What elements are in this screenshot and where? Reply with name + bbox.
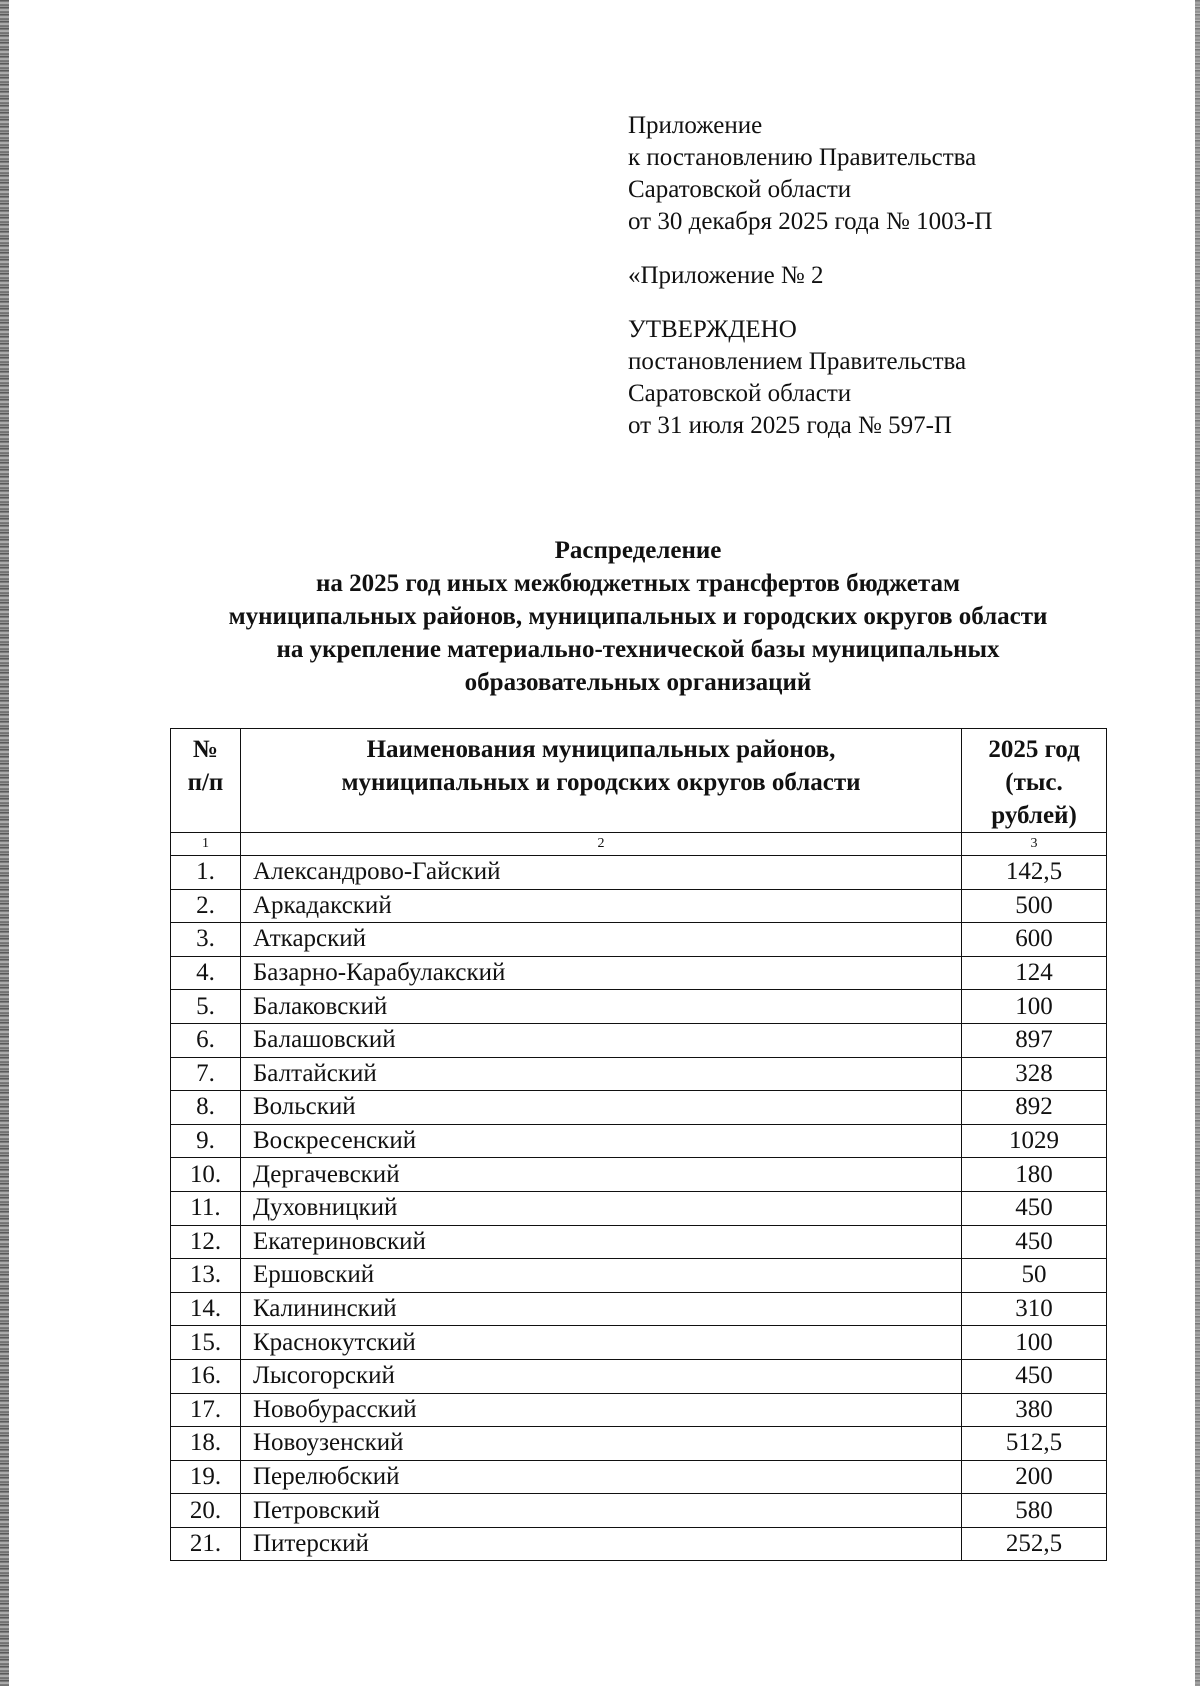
transfer-amount: 450	[962, 1191, 1107, 1225]
municipality-name: Новобурасский	[240, 1393, 961, 1427]
table-row	[171, 1259, 1107, 1293]
title-line: муниципальных районов, муниципальных и городских округов области	[228, 603, 1048, 630]
row-number: 19.	[171, 1460, 241, 1494]
transfer-amount: 124	[962, 956, 1107, 990]
document-title	[0, 534, 1200, 699]
transfer-amount: 450	[962, 1359, 1107, 1393]
title-line: Распределение	[554, 537, 722, 564]
municipality-name: Новоузенский	[240, 1427, 961, 1461]
table-row	[171, 1427, 1107, 1461]
row-number: 14.	[171, 1292, 241, 1326]
header-number: № п/п	[171, 729, 241, 833]
scan-edge-left	[0, 0, 9, 1686]
row-number: 4.	[171, 956, 241, 990]
row-number: 3.	[171, 923, 241, 957]
row-number: 6.	[171, 1023, 241, 1057]
table-row	[171, 1124, 1107, 1158]
transfer-amount: 328	[962, 1057, 1107, 1091]
header-value: 2025 год (тыс. рублей)	[962, 729, 1107, 833]
municipality-name: Балашовский	[240, 1023, 961, 1057]
transfer-amount: 142,5	[962, 856, 1107, 890]
row-number: 5.	[171, 990, 241, 1024]
transfer-amount: 512,5	[962, 1427, 1107, 1461]
row-number: 1.	[171, 856, 241, 890]
row-number: 15.	[171, 1326, 241, 1360]
table-row	[171, 856, 1107, 890]
transfer-amount: 180	[962, 1158, 1107, 1192]
row-number: 7.	[171, 1057, 241, 1091]
approval-line: Саратовской области	[628, 380, 852, 407]
municipality-name: Базарно-Карабулакский	[240, 956, 961, 990]
row-number: 16.	[171, 1359, 241, 1393]
table-row	[171, 1091, 1107, 1125]
transfer-amount: 897	[962, 1023, 1107, 1057]
row-number: 8.	[171, 1091, 241, 1125]
title-line: на 2025 год иных межбюджетных трансфертов бюджетам	[315, 570, 961, 597]
row-number: 12.	[171, 1225, 241, 1259]
table-row	[171, 1527, 1107, 1561]
municipality-name: Калининский	[240, 1292, 961, 1326]
municipality-name: Дергачевский	[240, 1158, 961, 1192]
column-numbering-row	[171, 833, 1107, 856]
approval-line: Приложение	[628, 112, 763, 139]
transfer-amount: 892	[962, 1091, 1107, 1125]
municipality-name: Духовницкий	[240, 1191, 961, 1225]
row-number: 17.	[171, 1393, 241, 1427]
municipality-name: Перелюбский	[240, 1460, 961, 1494]
table-row	[171, 956, 1107, 990]
municipality-name: Краснокутский	[240, 1326, 961, 1360]
appendix-label: «Приложение № 2	[628, 262, 824, 289]
row-number: 21.	[171, 1527, 241, 1561]
municipality-name: Балтайский	[240, 1057, 961, 1091]
column-number: 2	[240, 833, 961, 856]
row-number: 10.	[171, 1158, 241, 1192]
approval-line: к постановлению Правительства	[628, 144, 977, 171]
approval-line: Саратовской области	[628, 176, 852, 203]
municipality-name: Петровский	[240, 1494, 961, 1528]
table-row	[171, 923, 1107, 957]
row-number: 20.	[171, 1494, 241, 1528]
transfer-amount: 1029	[962, 1124, 1107, 1158]
approval-line: постановлением Правительства	[628, 348, 967, 375]
municipality-name: Екатериновский	[240, 1225, 961, 1259]
distribution-table	[170, 728, 1107, 1561]
table-row	[171, 1292, 1107, 1326]
transfer-amount: 310	[962, 1292, 1107, 1326]
municipality-name: Аркадакский	[240, 889, 961, 923]
table-row	[171, 1191, 1107, 1225]
table-row	[171, 1460, 1107, 1494]
column-number: 1	[171, 833, 241, 856]
row-number: 9.	[171, 1124, 241, 1158]
table-header-row	[171, 729, 1107, 833]
table-row	[171, 1057, 1107, 1091]
table-row	[171, 1158, 1107, 1192]
column-number: 3	[962, 833, 1107, 856]
approval-block	[628, 110, 992, 442]
table-row	[171, 889, 1107, 923]
approval-date-line: от 31 июля 2025 года № 597-П	[628, 412, 952, 439]
transfer-amount: 100	[962, 990, 1107, 1024]
transfer-amount: 580	[962, 1494, 1107, 1528]
row-number: 2.	[171, 889, 241, 923]
municipality-name: Ершовский	[240, 1259, 961, 1293]
municipality-name: Лысогорский	[240, 1359, 961, 1393]
municipality-name: Балаковский	[240, 990, 961, 1024]
transfer-amount: 252,5	[962, 1527, 1107, 1561]
municipality-name: Аткарский	[240, 923, 961, 957]
table-row	[171, 990, 1107, 1024]
title-line: на укрепление материально-технической базы муниципальных	[276, 636, 1000, 663]
transfer-amount: 200	[962, 1460, 1107, 1494]
transfer-amount: 600	[962, 923, 1107, 957]
transfer-amount: 380	[962, 1393, 1107, 1427]
municipality-name: Александрово-Гайский	[240, 856, 961, 890]
municipality-name: Вольский	[240, 1091, 961, 1125]
row-number: 13.	[171, 1259, 241, 1293]
municipality-name: Питерский	[240, 1527, 961, 1561]
table-row	[171, 1225, 1107, 1259]
transfer-amount: 500	[962, 889, 1107, 923]
transfer-amount: 50	[962, 1259, 1107, 1293]
header-name: Наименования муниципальных районов, муниципальных и городских округов области	[240, 729, 961, 833]
municipality-name: Воскресенский	[240, 1124, 961, 1158]
scan-edge-right	[1195, 0, 1200, 1686]
row-number: 11.	[171, 1191, 241, 1225]
table-row	[171, 1326, 1107, 1360]
approved-label: УТВЕРЖДЕНО	[628, 316, 797, 343]
transfer-amount: 450	[962, 1225, 1107, 1259]
table-row	[171, 1494, 1107, 1528]
table-row	[171, 1023, 1107, 1057]
title-line: образовательных организаций	[464, 669, 812, 696]
transfer-amount: 100	[962, 1326, 1107, 1360]
row-number: 18.	[171, 1427, 241, 1461]
table-row	[171, 1393, 1107, 1427]
approval-date-line: от 30 декабря 2025 года № 1003-П	[628, 208, 993, 235]
table-row	[171, 1359, 1107, 1393]
